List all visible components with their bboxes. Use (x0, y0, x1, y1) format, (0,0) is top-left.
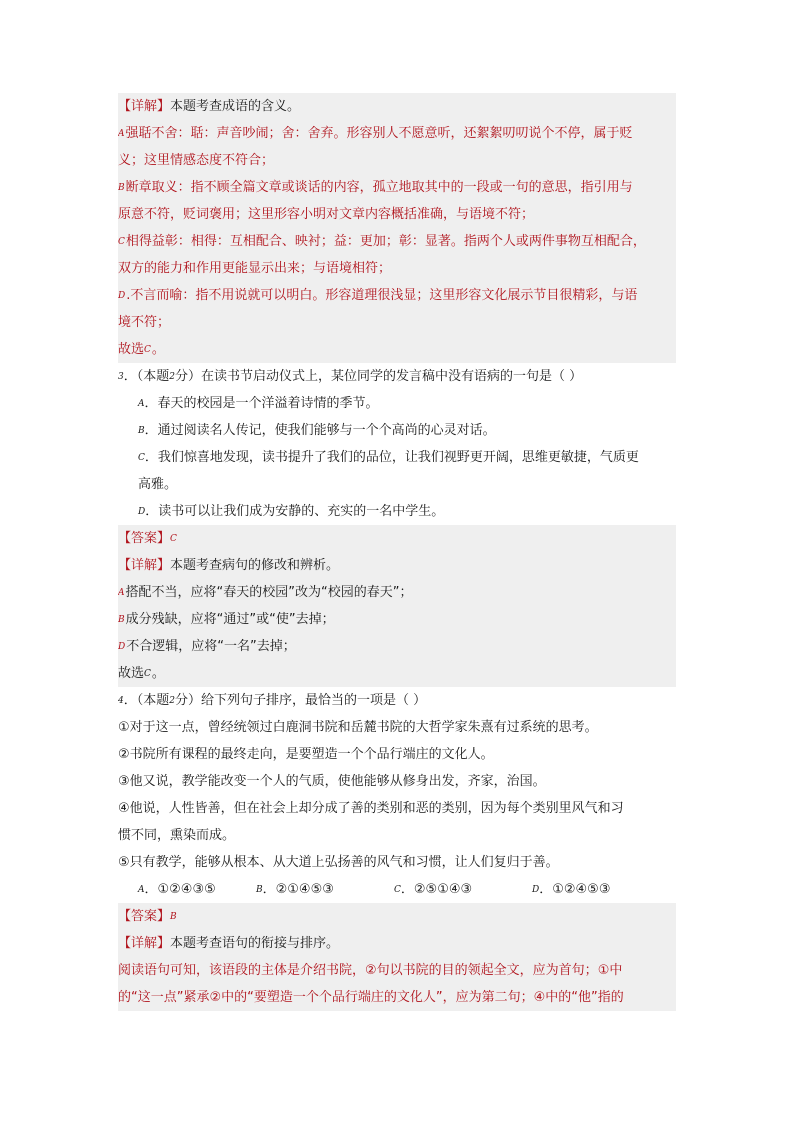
q2-explain-a-line1: A强聒不舍：聒：声音吵闹；舍：舍弃。形容别人不愿意听，还絮絮叨叨说个不停，属于贬 (118, 120, 676, 147)
q4-explain-line1: 阅读语句可知，该语段的主体是介绍书院，②句以书院的目的领起全文，应为首句；①中 (118, 957, 676, 984)
q3-answer: 【答案】C (118, 525, 676, 552)
q3-conclusion: 故选C。 (118, 660, 676, 687)
detail-tag: 【详解】 (118, 99, 171, 114)
document-content (118, 93, 676, 1011)
q4-option-a: A．①②④③⑤ (138, 882, 216, 897)
q4-stem: 4．（本题2分）给下列句子排序，最恰当的一项是（ ） (118, 693, 427, 708)
q2-explain-d-line2: 境不符； (118, 309, 676, 336)
q3-option-b: B．通过阅读名人传记，使我们能够与一个个高尚的心灵对话。 (138, 423, 496, 438)
q3-stem: 3．（本题2分）在读书节启动仪式上，某位同学的发言稿中没有语病的一句是（ ） (118, 369, 583, 384)
q4-option-b: B．②①④⑤③ (256, 882, 334, 897)
q4-sentence-4-line1: ④他说，人性皆善，但在社会上却分成了善的类别和恶的类别，因为每个类别里风气和习 (118, 801, 624, 816)
q3-option-c-line1: C．我们惊喜地发现，读书提升了我们的品位，让我们视野更开阔，思维更敏捷，气质更 (138, 450, 639, 465)
q4-options-row (118, 876, 676, 903)
q3-option-a: A．春天的校园是一个洋溢着诗情的季节。 (138, 396, 379, 411)
q2-explain-d-line1: D.不言而喻：指不用说就可以明白。形容道理很浅显；这里形容文化展示节目很精彩，与语 (118, 282, 676, 309)
q2-explain-a-line2: 义；这里情感态度不符合； (118, 147, 676, 174)
q4-explain-line2: 的“这一点”紧承②中的“要塑造一个个品行端庄的文化人”，应为第二句；④中的“他”指的 (118, 984, 676, 1011)
q2-explain-b-line2: 原意不符，贬词褒用；这里形容小明对文章内容概括准确，与语境不符； (118, 201, 676, 228)
q4-sentence-4-line2: 惯不同，熏染而成。 (118, 828, 236, 843)
q3-explain-b: B成分残缺，应将“通过”或“使”去掉； (118, 606, 676, 633)
q4-sentence-2: ②书院所有课程的最终走向，是要塑造一个个品行端庄的文化人。 (118, 747, 494, 762)
q4-detail-heading: 【详解】本题考查语句的衔接与排序。 (118, 930, 676, 957)
q2-detail-heading: 【详解】本题考查成语的含义。 (118, 93, 676, 120)
q4-option-c: C．②⑤①④③ (394, 882, 473, 897)
q4-sentence-5: ⑤只有教学，能够从根本、从大道上弘扬善的风气和习惯，让人们复归于善。 (118, 855, 559, 870)
q4-answer: 【答案】B (118, 903, 676, 930)
q2-explain-c-line2: 双方的能力和作用更能显示出来；与语境相符； (118, 255, 676, 282)
q3-detail-heading: 【详解】本题考查病句的修改和辨析。 (118, 552, 676, 579)
q2-explain-c-line1: C相得益彰：相得：互相配合、映衬；益：更加；彰：显著。指两个人或两件事物互相配合， (118, 228, 676, 255)
q3-explain-a: A搭配不当，应将“春天的校园”改为“校园的春天”； (118, 579, 676, 606)
q2-explain-b-line1: B断章取义：指不顾全篇文章或谈话的内容，孤立地取其中的一段或一句的意思，指引用与 (118, 174, 676, 201)
q4-option-d: D．①②④⑤③ (532, 882, 611, 897)
q3-option-c-line2: 高雅。 (138, 477, 178, 492)
q2-conclusion: 故选C。 (118, 336, 676, 363)
q3-option-d: D．读书可以让我们成为安静的、充实的一名中学生。 (138, 504, 445, 519)
q4-sentence-1: ①对于这一点，曾经统领过白鹿洞书院和岳麓书院的大哲学家朱熹有过系统的思考。 (118, 720, 598, 735)
q3-explain-d: D不合逻辑，应将“一名”去掉； (118, 633, 676, 660)
q4-sentence-3: ③他又说，教学能改变一个人的气质，使他能够从修身出发，齐家，治国。 (118, 774, 546, 789)
